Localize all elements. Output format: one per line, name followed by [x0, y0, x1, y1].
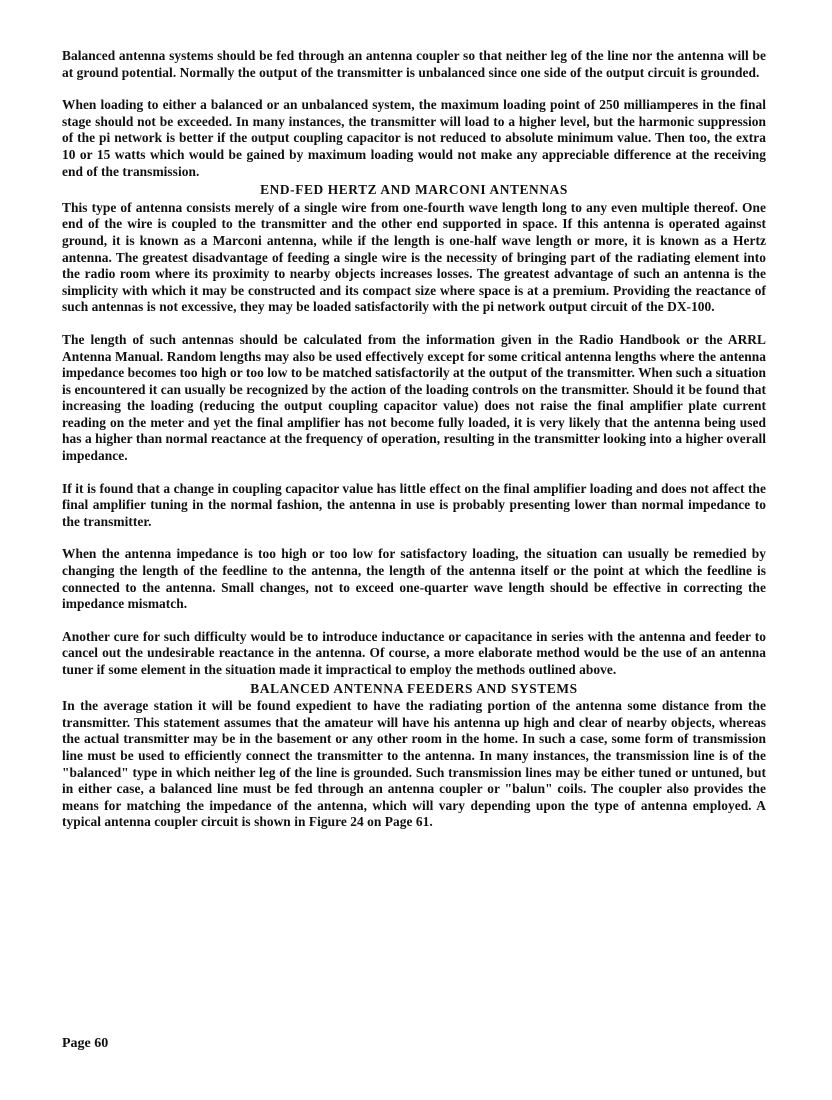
paragraph-balanced-feeders: In the average station it will be found expedient to have the radiating portion of the antenna some distance from the transmitter. This statement assumes that the amateur will have his antenna up high and clear of nearby objects, whereas the actual transmitter may be in the basement or any other room in the home. In such a case, some form of transmission line must be used to efficiently connect the transmitter to the antenna. In many instances, the transmission line is of the "balanced" type in which neither leg of the line is grounded. Such transmission lines may be either tuned or untuned, but in either case, a balanced line must be fed through an antenna coupler or "balun" coils. The coupler also provides the means for matching the impedance of the antenna, which will vary depending upon the type of antenna employed. A typical antenna coupler circuit is shown in Figure 24 on Page 61.: [62, 698, 766, 830]
paragraph-impedance-remedy: When the antenna impedance is too high or too low for satisfactory loading, the situation can usually be remedied by changing the length of the feedline to the antenna, the length of the antenna itself or the point at which the feedline is connected to the antenna. Small changes, not to exceed one-quarter wave length should be effective in correcting the impedance mismatch.: [62, 546, 766, 612]
section-heading-end-fed: END-FED HERTZ AND MARCONI ANTENNAS: [260, 182, 568, 198]
paragraph-antenna-length: The length of such antennas should be calculated from the information given in the Radio Handbook or the ARRL Antenna Manual. Random lengths may also be used effectively except for some critical antenna lengths where the antenna impedance becomes too high or too low to be matched satisfactorily at the output of the transmitter. When such a situation is encountered it can usually be recognized by the action of the loading controls on the transmitter. Should it be found that increasing the loading (reducing the output coupling capacitor value) does not raise the final amplifier plate current reading on the meter and yet the final amplifier has not become fully loaded, it is very likely that the antenna being used has a higher than normal reactance at the frequency of operation, resulting in the transmitter looking into a higher overall impedance.: [62, 331, 766, 464]
document-page: [62, 48, 766, 831]
paragraph-end-fed-description: This type of antenna consists merely of a single wire from one-fourth wave length long to any even multiple thereof. One end of the wire is coupled to the transmitter and the other end supported in space. If this antenna is operated against ground, it is known as a Marconi antenna, while if the length is one-half wave length or more, it is known as a Hertz antenna. The greatest disadvantage of feeding a single wire is the necessity of bringing part of the radiating element into the radio room where its proximity to nearby objects increases losses. The greatest advantage of such an antenna is the simplicity with which it may be constructed and its compact size where space is at a premium. Providing the reactance of such antennas is not excessive, they may be loaded satisfactorily with the pi network output circuit of the DX-100.: [62, 199, 766, 315]
paragraph-low-impedance: If it is found that a change in coupling capacitor value has little effect on the final amplifier loading and does not affect the final amplifier tuning in the normal fashion, the antenna in use is probably presenting lower than normal impedance to the transmitter.: [62, 480, 766, 529]
page-number: Page 60: [62, 1036, 109, 1051]
paragraph-loading-limit: When loading to either a balanced or an unbalanced system, the maximum loading point of 250 milliamperes in the final stage should not be exceeded. In many instances, the transmitter will load to a higher level, but the harmonic suppression of the pi network is better if the output coupling capacitor is not reduced to absolute minimum value. Then too, the extra 10 or 15 watts which would be gained by maximum loading would not make any appreciable difference at the receiving end of the transmission.: [62, 97, 766, 179]
paragraph-balanced-coupler: Balanced antenna systems should be fed through an antenna coupler so that neither leg of the line nor the antenna will be at ground potential. Normally the output of the transmitter is unbalanced since one side of the output circuit is grounded.: [62, 48, 766, 80]
section-heading-balanced-feeders: BALANCED ANTENNA FEEDERS AND SYSTEMS: [250, 680, 578, 696]
paragraph-another-cure: Another cure for such difficulty would be to introduce inductance or capacitance in series with the antenna and feeder to cancel out the undesirable reactance in the antenna. Of course, a more elaborate method would be the use of an antenna tuner if some element in the situation made it impractical to employ the methods outlined above.: [62, 628, 766, 677]
